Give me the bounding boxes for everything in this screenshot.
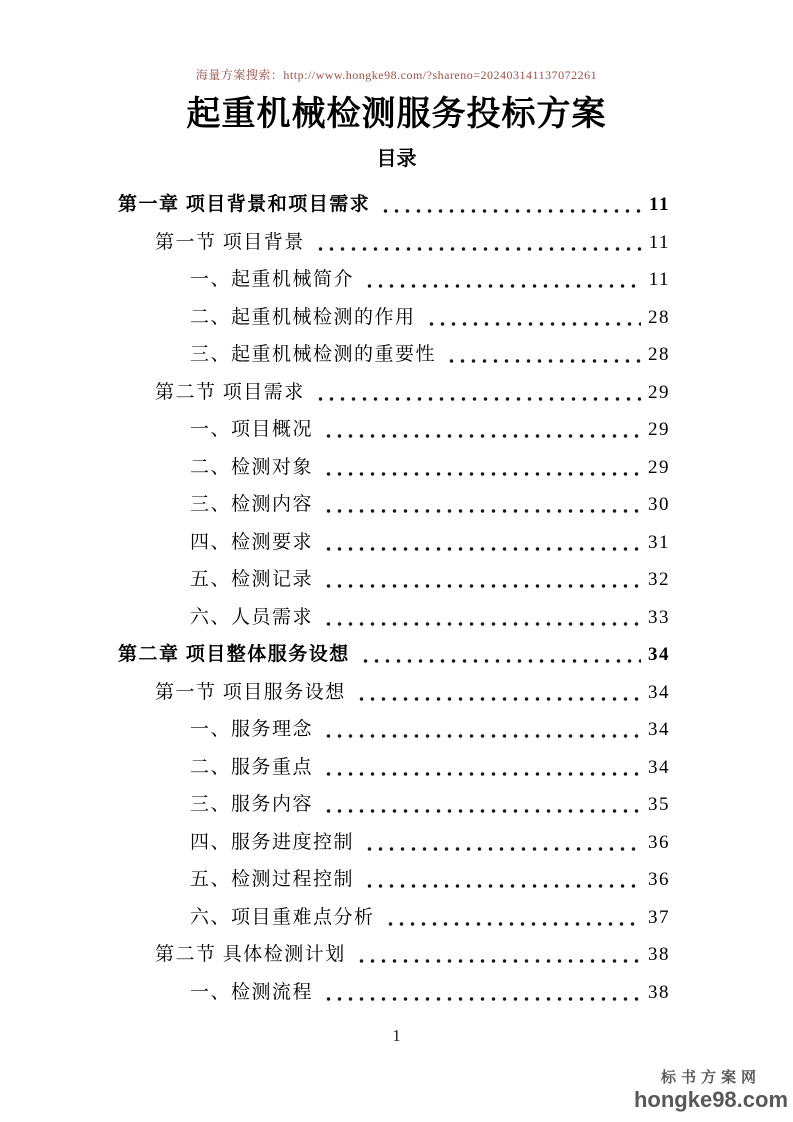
toc-dot-leader — [321, 411, 641, 449]
toc-entry-page: 30 — [648, 494, 670, 515]
toc-entry-label: 五、检测过程控制 — [190, 869, 355, 890]
toc-entry-label: 一、项目概况 — [190, 419, 314, 440]
toc-list — [118, 186, 670, 1011]
toc-entry-page: 36 — [648, 869, 670, 890]
page-number: 1 — [392, 1026, 401, 1045]
toc-dot-leader — [444, 336, 641, 374]
toc-entry-label: 第二节 项目需求 — [155, 381, 305, 403]
toc-entry-page: 35 — [648, 794, 670, 815]
toc-entry-page: 33 — [648, 606, 670, 628]
toc-entry-label: 三、服务内容 — [190, 794, 314, 815]
site-logo-name: 标书方案网 — [660, 1069, 761, 1087]
site-logo — [631, 1070, 791, 1112]
toc-entry[interactable] — [118, 299, 670, 337]
toc-entry[interactable] — [118, 974, 670, 1012]
toc-entry[interactable] — [118, 636, 670, 674]
toc-entry-label: 二、检测对象 — [190, 456, 314, 478]
toc-entry[interactable] — [118, 224, 670, 262]
toc-dot-leader — [378, 186, 642, 224]
toc-entry[interactable] — [118, 711, 670, 749]
toc-entry[interactable] — [118, 524, 670, 562]
toc-entry-page: 32 — [648, 569, 670, 590]
toc-entry-page: 28 — [648, 344, 670, 365]
toc-entry-label: 二、起重机械检测的作用 — [190, 306, 416, 328]
toc-entry[interactable] — [118, 486, 670, 524]
toc-entry-label: 六、人员需求 — [190, 606, 314, 628]
toc-entry-label: 六、项目重难点分析 — [190, 906, 375, 928]
toc-entry[interactable] — [118, 674, 670, 712]
toc-entry[interactable] — [118, 749, 670, 787]
toc-entry-label: 三、起重机械检测的重要性 — [190, 344, 437, 365]
toc-entry[interactable] — [118, 186, 670, 224]
toc-entry[interactable] — [118, 449, 670, 487]
toc-entry-label: 第一节 项目服务设想 — [155, 681, 346, 703]
toc-entry-page: 34 — [648, 644, 670, 665]
site-logo-url: hongke98.com — [633, 1086, 789, 1112]
toc-dot-leader — [321, 524, 641, 562]
toc-entry-page: 11 — [648, 269, 670, 290]
toc-dot-leader — [383, 899, 641, 937]
toc-dot-leader — [321, 786, 641, 824]
toc-dot-leader — [362, 261, 642, 299]
toc-dot-leader — [354, 674, 641, 712]
toc-dot-leader — [321, 749, 641, 787]
toc-entry-label: 一、服务理念 — [190, 719, 314, 740]
toc-entry-page: 11 — [649, 194, 670, 215]
toc-dot-leader — [321, 561, 641, 599]
toc-dot-leader — [321, 449, 641, 487]
toc-entry-page: 34 — [648, 681, 670, 703]
toc-entry-label: 三、检测内容 — [190, 494, 314, 515]
toc-entry[interactable] — [118, 336, 670, 374]
toc-entry-page: 34 — [648, 756, 670, 778]
toc-dot-leader — [321, 599, 641, 637]
toc-entry-page: 36 — [648, 831, 670, 853]
share-source-line: 海量方案搜索：http://www.hongke98.com/?shareno=202403141137072261 — [195, 68, 598, 82]
toc-dot-leader — [321, 974, 641, 1012]
toc-entry-label: 四、检测要求 — [190, 531, 314, 553]
toc-entry-label: 第二节 具体检测计划 — [155, 944, 346, 965]
toc-entry-page: 29 — [648, 456, 670, 478]
toc-heading: 目录 — [376, 148, 417, 170]
toc-entry-label: 二、服务重点 — [190, 756, 314, 778]
toc-entry-label: 第一节 项目背景 — [155, 231, 305, 253]
toc-entry-page: 28 — [648, 306, 670, 328]
toc-dot-leader — [354, 936, 641, 974]
toc-entry[interactable] — [118, 261, 670, 299]
toc-entry[interactable] — [118, 824, 670, 862]
toc-entry-page: 11 — [648, 231, 670, 253]
toc-dot-leader — [362, 861, 641, 899]
toc-entry-page: 29 — [648, 419, 670, 440]
toc-dot-leader — [424, 299, 641, 337]
toc-entry[interactable] — [118, 861, 670, 899]
toc-entry-page: 29 — [648, 381, 670, 403]
toc-entry-page: 38 — [648, 944, 670, 965]
toc-dot-leader — [313, 374, 641, 412]
toc-entry-page: 38 — [648, 981, 670, 1003]
toc-entry[interactable] — [118, 936, 670, 974]
toc-entry-label: 一、起重机械简介 — [190, 269, 355, 290]
toc-dot-leader — [313, 224, 642, 262]
toc-entry-label: 第一章 项目背景和项目需求 — [118, 194, 371, 215]
toc-dot-leader — [362, 824, 641, 862]
toc-entry-label: 五、检测记录 — [190, 569, 314, 590]
toc-dot-leader — [358, 636, 641, 674]
toc-entry[interactable] — [118, 599, 670, 637]
toc-dot-leader — [321, 711, 641, 749]
toc-entry-label: 一、检测流程 — [190, 981, 314, 1003]
toc-entry[interactable] — [118, 561, 670, 599]
toc-entry-page: 31 — [648, 531, 670, 553]
toc-entry-page: 37 — [648, 906, 670, 928]
toc-entry[interactable] — [118, 374, 670, 412]
toc-entry-label: 第二章 项目整体服务设想 — [118, 644, 350, 665]
toc-entry-page: 34 — [648, 719, 670, 740]
toc-entry[interactable] — [118, 411, 670, 449]
document-title: 起重机械检测服务投标方案 — [186, 96, 607, 133]
toc-entry[interactable] — [118, 899, 670, 937]
toc-entry[interactable] — [118, 786, 670, 824]
toc-entry-label: 四、服务进度控制 — [190, 831, 355, 853]
toc-dot-leader — [321, 486, 641, 524]
